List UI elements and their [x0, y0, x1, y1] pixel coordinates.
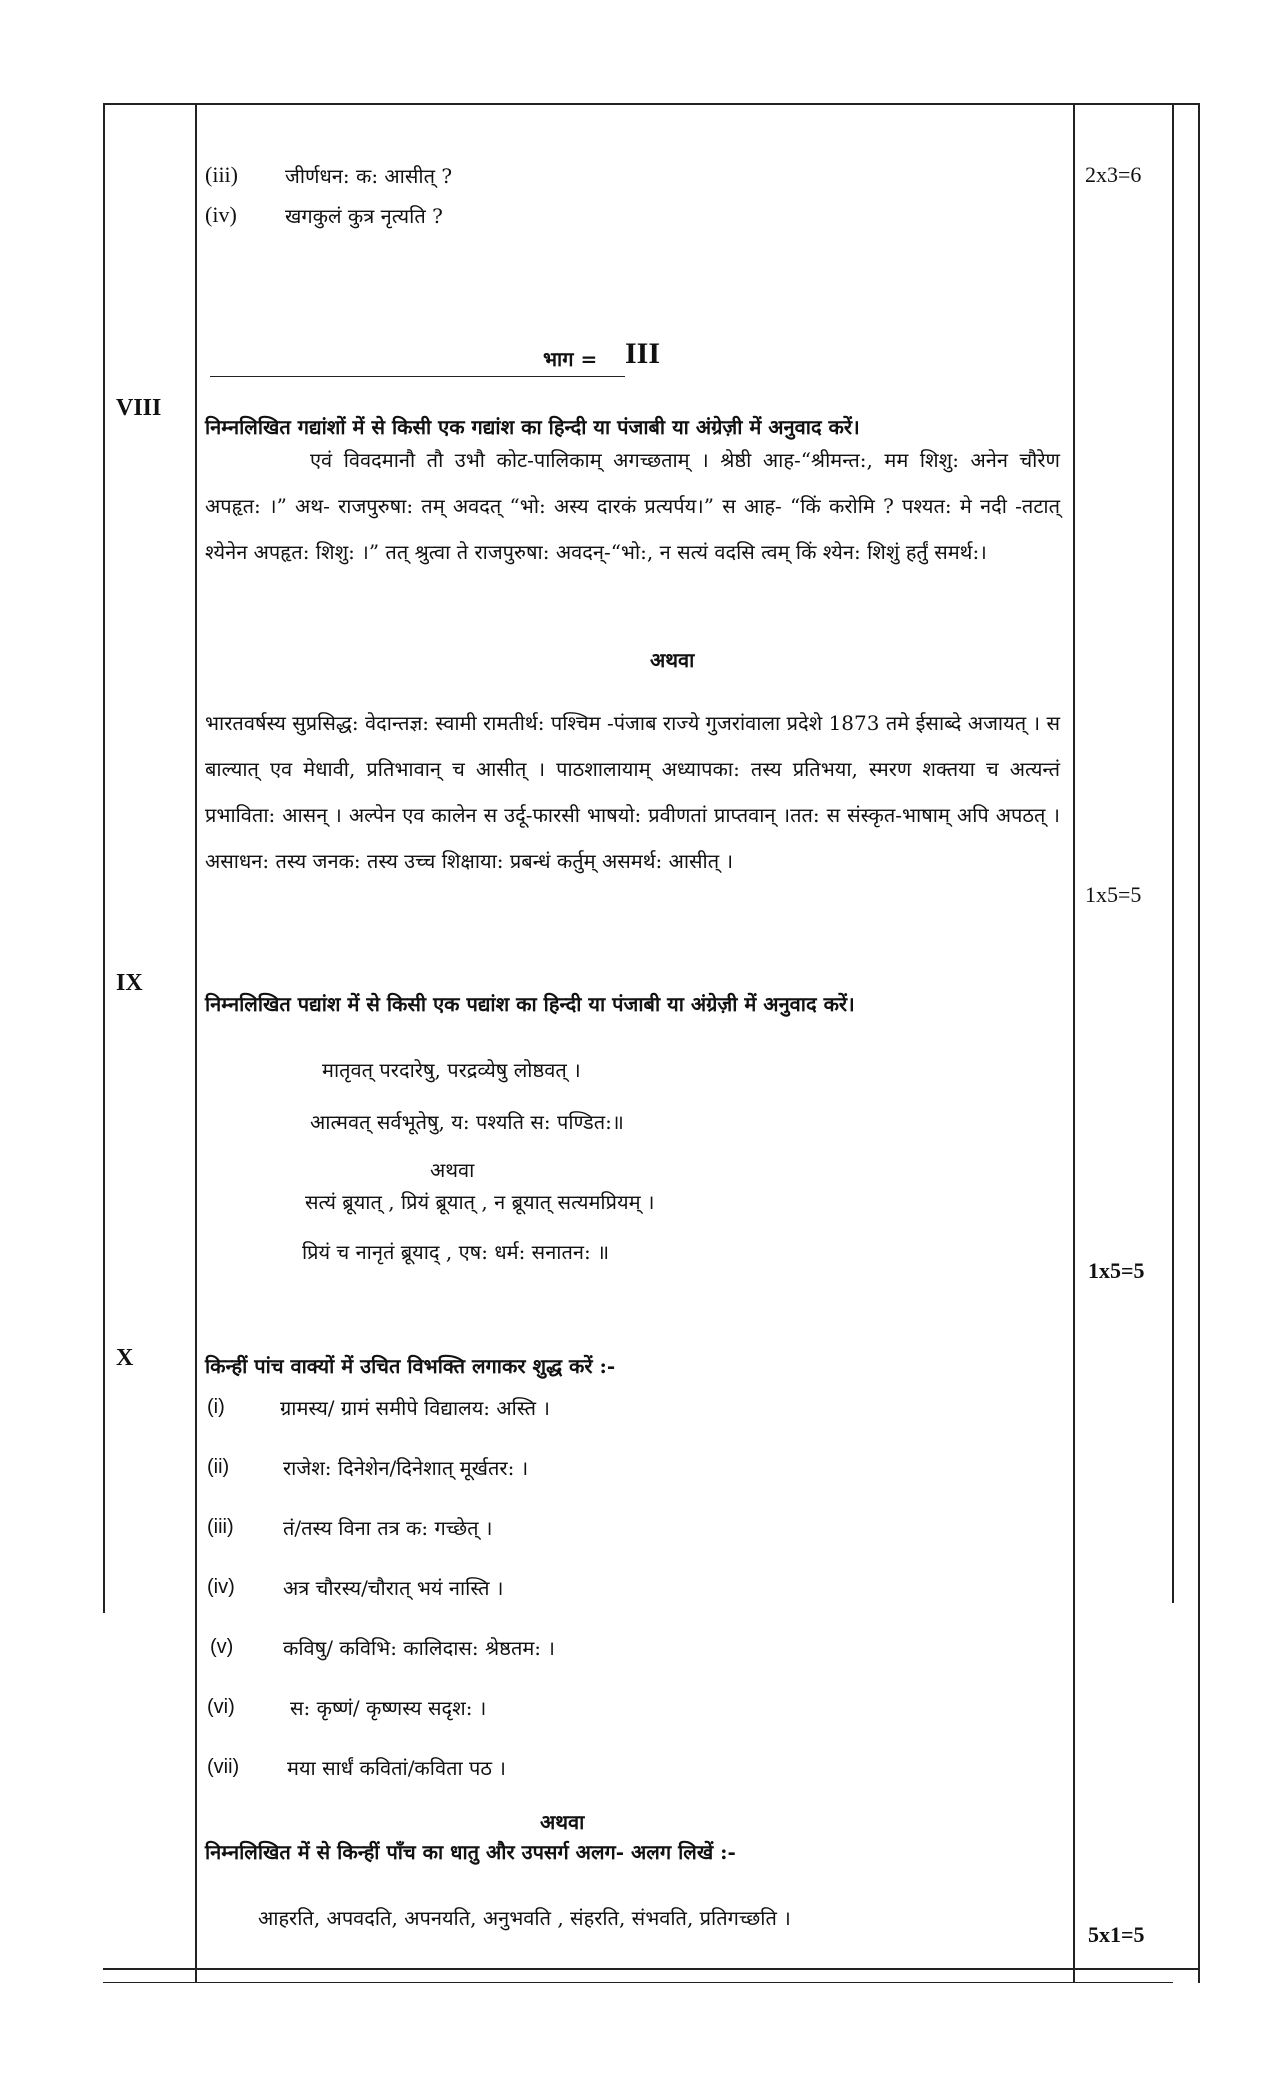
- q10-item-number: (vi): [207, 1696, 235, 1718]
- page-bottom-rule: [103, 1982, 1173, 1983]
- q10-item-text: राजेश: दिनेशेन/दिनेशात् मूर्खतर: ।: [283, 1456, 529, 1480]
- column-divider-3: [1172, 103, 1174, 1603]
- q8-passage-2: भारतवर्षस्य सुप्रसिद्ध: वेदान्तज्ञ: स्वामी रामतीर्थ: पश्चिम -पंजाब राज्ये गुजरांवाला प्रदेशे 1873 तमे ईसाब्दे अजायत् । स बाल्यात् एव मेधावी, प्रतिभावान् च आसीत् । पाठशालायाम् अध्यापका: तस्य प्रतिभया, स्मरण शक्तया च अत्यन्तं प्रभाविता: आसन् । अल्पेन एव कालेन स उर्दू-फारसी भाषयो: प्रवीणतां प्राप्तवान् ।तत: स संस्कृत-भाषाम् अपि अपठत् । असाधन: तस्य जनक: तस्य उच्च शिक्षाया: प्रबन्धं कर्तुम् असमर्थ: आसीत् ।: [205, 711, 1060, 873]
- question-text: खगकुलं कुत्र नृत्यति ?: [285, 204, 443, 228]
- q9-verse-2-line-2: प्रियं च नानृतं ब्रूयाद् , एष: धर्म: सनातन: ॥: [302, 1240, 610, 1264]
- q10-word-list: आहरति, अपवदति, अपनयति, अनुभवति , संहरति, संभवति, प्रतिगच्छति ।: [258, 1906, 791, 1930]
- q9-instruction: निम्नलिखित पद्यांश में से किसी एक पद्यांश का हिन्दी या पंजाबी या अंग्रेज़ी में अनुवाद करें।: [205, 992, 855, 1016]
- q10-or: अथवा: [540, 1810, 585, 1834]
- q9-or: अथवा: [430, 1158, 475, 1182]
- column-divider-1: [195, 103, 197, 1983]
- q10-item-text: अत्र चौरस्य/चौरात् भयं नास्ति ।: [283, 1576, 504, 1600]
- q8-or: अथवा: [650, 648, 695, 672]
- q10-instruction: किन्हीं पांच वाक्यों में उचित विभक्ति लगाकर शुद्ध करें :-: [205, 1354, 616, 1378]
- marks-top: 2x3=6: [1085, 162, 1142, 187]
- question-text: जीर्णधन: क: आसीत् ?: [285, 164, 453, 188]
- table-bottom-border: [103, 1968, 1200, 1970]
- table-top-border: [103, 103, 1200, 105]
- q8-instruction: निम्नलिखित गद्यांशों में से किसी एक गद्यांश का हिन्दी या पंजाबी या अंग्रेज़ी में अनुवाद करें।: [205, 415, 860, 439]
- q9-verse-2-line-1: सत्यं ब्रूयात् , प्रियं ब्रूयात् , न ब्रूयात् सत्यमप्रियम् ।: [305, 1190, 655, 1214]
- q10-item-number: (iii): [207, 1516, 234, 1538]
- q8-passage-1: एवं विवदमानौ तौ उभौ कोट-पालिकाम् अगच्छताम् । श्रेष्ठी आह-“श्रीमन्त:, मम शिशु: अनेन चौरेण अपहृत: ।” अथ- राजपुरुषा: तम् अवदत् “भो: अस्य दारकं प्रत्यर्पय।” स आह- “किं करोमि ? पश्यत: मे नदी -तटात् श्येनेन अपहृत: शिशु: ।” तत् श्रुत्वा ते राजपुरुषा: अवदन्-“भो:, न सत्यं वदसि त्वम् किं श्येन: शिशुं हर्तुं समर्थ:।: [205, 448, 1060, 564]
- question-number: (iii): [205, 162, 238, 187]
- part-heading-roman: III: [625, 337, 661, 370]
- column-divider-2: [1073, 103, 1075, 1983]
- heading-underline: [210, 376, 625, 377]
- section-label-x: X: [116, 1345, 134, 1371]
- q10-item-text: तं/तस्य विना तत्र क: गच्छेत् ।: [283, 1516, 493, 1540]
- section-label-ix: IX: [116, 970, 143, 996]
- q10-item-number: (iv): [207, 1576, 235, 1598]
- q9-verse-1-line-2: आत्मवत् सर्वभूतेषु, य: पश्यति स: पण्डित:॥: [310, 1110, 624, 1134]
- q10-item-number: (i): [207, 1396, 225, 1418]
- q10-item-number: (v): [210, 1636, 234, 1658]
- table-left-border: [103, 103, 105, 1613]
- q9-verse-1-line-1: मातृवत् परदारेषु, परद्रव्येषु लोष्ठवत् ।: [322, 1058, 581, 1082]
- q10-item-text: कविषु/ कविभि: कालिदास: श्रेष्ठतम: ।: [283, 1636, 555, 1660]
- table-right-border: [1198, 103, 1200, 1983]
- q10-item-number: (ii): [207, 1456, 230, 1478]
- part-heading-label: भाग =: [543, 347, 598, 371]
- marks-q10: 5x1=5: [1088, 1922, 1145, 1947]
- q10-instruction-2: निम्नलिखित में से किन्हीं पाँच का धातु और उपसर्ग अलग- अलग लिखें :-: [205, 1840, 736, 1864]
- marks-q8: 1x5=5: [1085, 882, 1142, 907]
- question-number: (iv): [205, 202, 237, 227]
- q10-item-number: (vii): [207, 1756, 240, 1778]
- q10-item-text: मया सार्धं कवितां/कविता पठ ।: [287, 1756, 506, 1780]
- q10-item-text: ग्रामस्य/ ग्रामं समीपे विद्यालय: अस्ति ।: [280, 1396, 550, 1420]
- section-label-viii: VIII: [116, 395, 162, 421]
- q10-item-text: स: कृष्णं/ कृष्णस्य सदृश: ।: [290, 1696, 487, 1720]
- marks-q9: 1x5=5: [1088, 1258, 1145, 1283]
